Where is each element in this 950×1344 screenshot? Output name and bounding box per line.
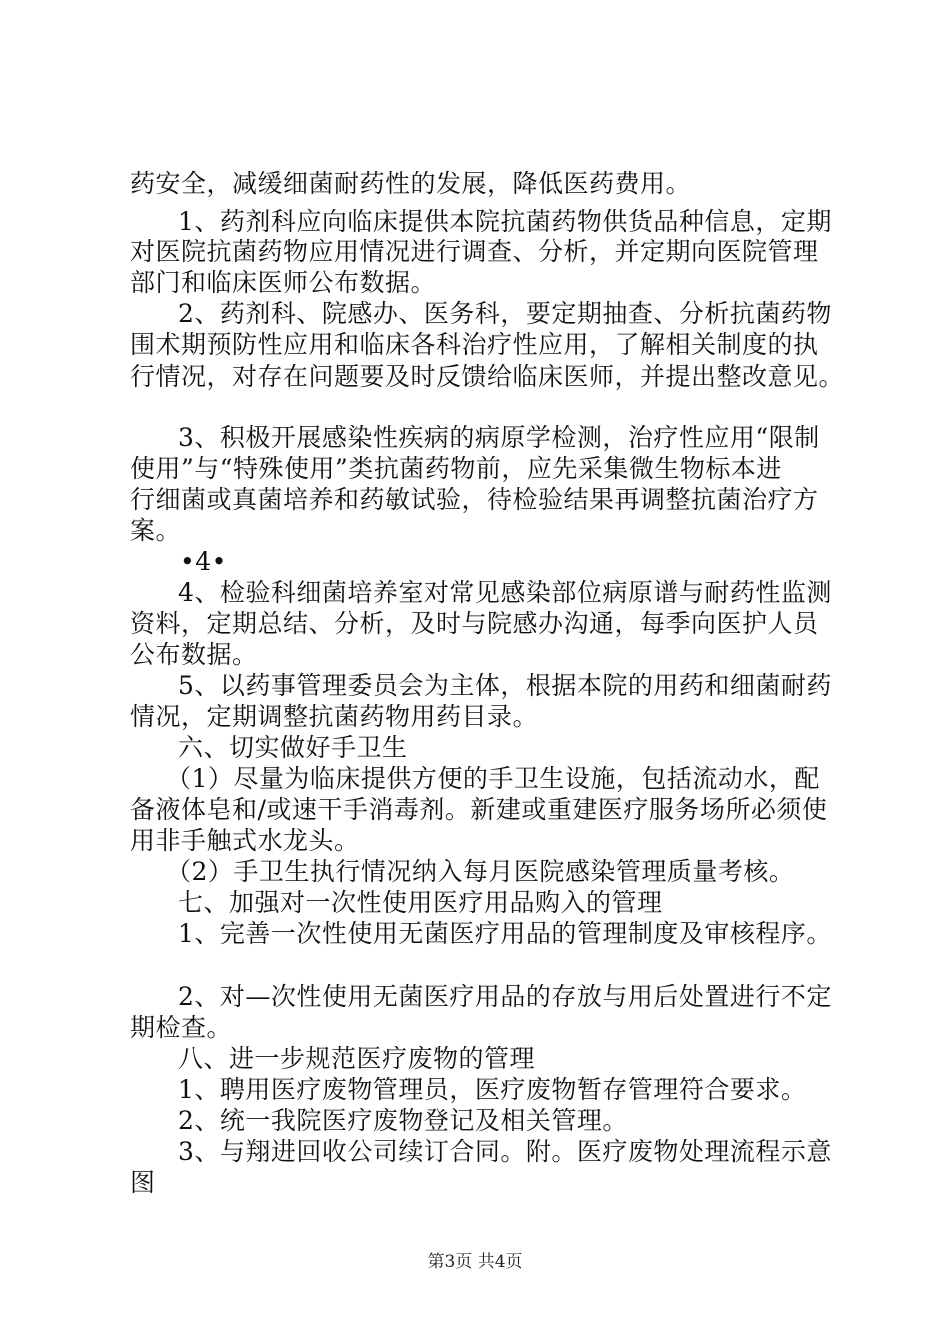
- text-line-26: 3、与翔进回收公司续订合同。附。医疗废物处理流程示意: [178, 1137, 832, 1166]
- page-marker: •4•: [180, 547, 227, 576]
- text-line-18: 备液体皂和/或速干手消毒剂。新建或重建医疗服务场所必须使: [130, 795, 828, 824]
- text-line-9: 使用”与“特殊使用”类抗菌药物前，应先采集微生物标本进: [130, 454, 782, 483]
- text-line-12: 4、检验科细菌培养室对常见感染部位病原谱与耐药性监测: [178, 578, 832, 607]
- text-line-11: 案。: [130, 516, 182, 545]
- page-footer: 第3页 共4页: [427, 1252, 523, 1272]
- text-line-25: 2、统一我院医疗废物登记及相关管理。: [178, 1106, 628, 1135]
- text-line-8: 3、积极开展感染性疾病的病原学检测，治疗性应用“限制: [178, 423, 820, 452]
- text-line-2: 1、药剂科应向临床提供本院抗菌药物供货品种信息，定期: [178, 207, 832, 236]
- text-line-23: 期检查。: [130, 1013, 233, 1042]
- text-line-21: 1、完善一次性使用无菌医疗用品的管理制度及审核程序。: [178, 919, 832, 948]
- text-line-6: 围术期预防性应用和临床各科治疗性应用，了解相关制度的执: [130, 330, 819, 359]
- section-heading-8: 八、进一步规范医疗废物的管理: [178, 1044, 536, 1073]
- text-line-15: 5、以药事管理委员会为主体，根据本院的用药和细菌耐药: [178, 671, 832, 700]
- text-line-16: 情况，定期调整抗菌药物用药目录。: [130, 702, 539, 731]
- text-line-14: 公布数据。: [130, 640, 258, 669]
- text-line-7: 行情况，对存在问题要及时反馈给临床医师，并提出整改意见。: [130, 362, 845, 391]
- text-line-13: 资料，定期总结、分析，及时与院感办沟通，每季向医护人员: [130, 609, 819, 638]
- text-line-20: （2）手卫生执行情况纳入每月医院感染管理质量考核。: [166, 857, 795, 886]
- text-line-10: 行细菌或真菌培养和药敏试验，待检验结果再调整抗菌治疗方: [130, 485, 819, 514]
- section-heading-6: 六、切实做好手卫生: [178, 733, 408, 762]
- section-heading-7: 七、加强对一次性使用医疗用品购入的管理: [178, 888, 663, 917]
- text-line-4: 部门和临床医师公布数据。: [130, 268, 437, 297]
- text-line-27: 图: [130, 1168, 156, 1197]
- text-line-1: 药安全，减缓细菌耐药性的发展，降低医药费用。: [130, 169, 692, 198]
- text-line-24: 1、聘用医疗废物管理员，医疗废物暂存管理符合要求。: [178, 1075, 807, 1104]
- text-line-19: 用非手触式水龙头。: [130, 826, 360, 855]
- text-line-5: 2、药剂科、院感办、医务科，要定期抽查、分析抗菌药物: [178, 299, 832, 328]
- text-line-17: （1）尽量为临床提供方便的手卫生设施，包括流动水，配: [166, 764, 820, 793]
- text-line-3: 对医院抗菌药物应用情况进行调查、分析，并定期向医院管理: [130, 237, 819, 266]
- text-line-22: 2、对—次性使用无菌医疗用品的存放与用后处置进行不定: [178, 982, 832, 1011]
